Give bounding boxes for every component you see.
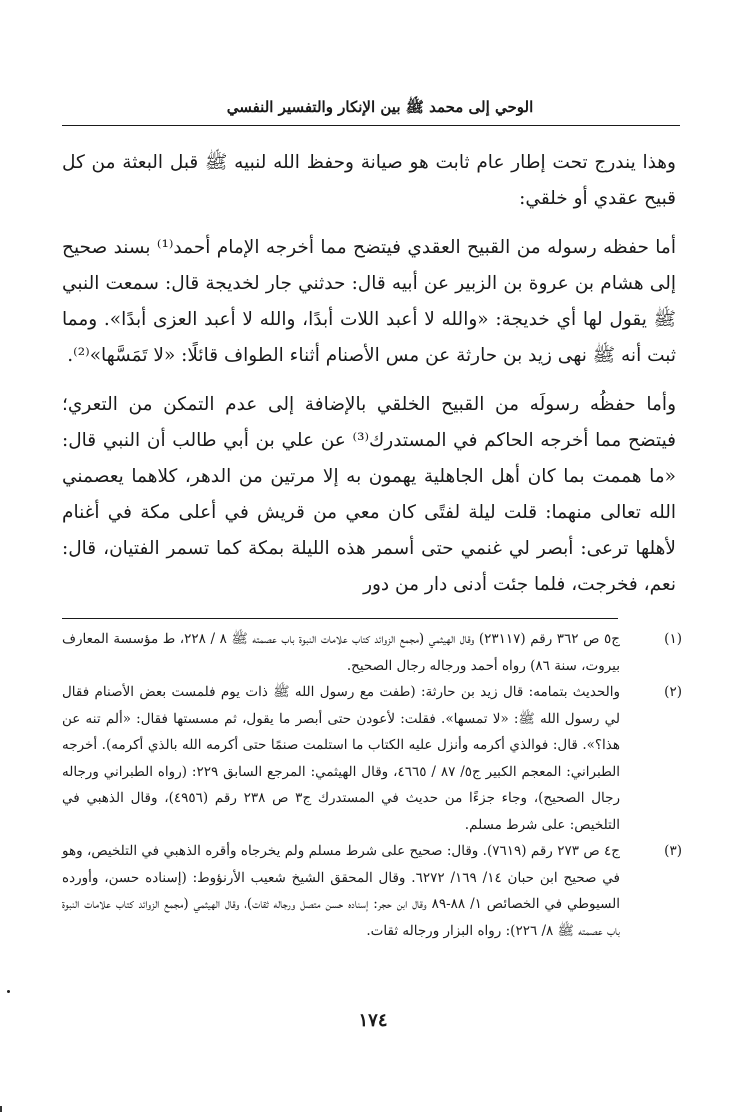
footnote-text: ج٥ ص ٣٦٢ رقم (٢٣١١٧) وقال الهيثمي (مجمع الزوائد كتاب علامات النبوة باب عصمته ﷺ ٨ / ٢٢٨، ط مؤسسة المعارف بيروت، سنة ٨٦) رواه أحمد ورجاله رجال الصحيح.: [62, 631, 621, 674]
running-header: الوحي إلى محمد ﷺ بين الإنكار والتفسير النفسي: [226, 98, 534, 116]
footnote: [62, 626, 682, 679]
footnote-divider: [62, 618, 618, 619]
main-text: [62, 145, 676, 616]
footnote-text: والحديث بتمامه: قال زيد بن حارثة: (طفت مع رسول الله ﷺ ذات يوم فلمست بعض الأصنام فقال لي رسول الله ﷺ: «لا تمسها». فقلت: لأعودن حتى أبصر ما يقول، ثم مسستها فقال: «ألم تنه عن هذا؟». قال: فوالذي أكرمه وأنزل عليه الكتاب ما استلمت صنمًا حتى أكرمه الله بالذي أكرمه). أخرجه الطبراني: المعجم الكبير ج٥/ ٨٧ / ٤٦٦٥، وقال الهيثمي: المرجع السابق ٢٢٩: (رواه الطبراني ورجاله رجال الصحيح)، وجاء جزءًا من حديث في المستدرك ج٣ ص ٢٣٨ رقم (٤٩٥٦)، وقال الذهبي في التلخيص: على شرط مسلم.: [62, 684, 621, 833]
scan-edge-mark: [0, 1106, 2, 1112]
footnote: [62, 838, 682, 944]
body-paragraph: أما حفظه رسوله من القبيح العقدي فيتضح مما أخرجه الإمام أحمد⁽¹⁾ بسند صحيح إلى هشام بن عروة بن الزبير عن أبيه قال: حدثني جار لخديجة قال: سمعت النبي ﷺ يقول لها أي خديجة: «والله لا أعبد اللات أبدًا، والله لا أعبد العزى أبدًا». ومما ثبت أنه ﷺ نهى زيد بن حارثة عن مس الأصنام أثناء الطواف قائلًا: «لا تَمَسَّها»⁽²⁾.: [62, 237, 676, 366]
scan-edge-mark: [7, 990, 10, 993]
page-number: ١٧٤: [358, 1010, 388, 1031]
footnotes: [62, 626, 682, 944]
header-divider: [62, 125, 680, 126]
body-paragraph: وأما حفظُه رسولَه من القبيح الخلقي بالإضافة إلى عدم التمكن من التعري؛ فيتضح مما أخرجه الحاكم في المستدرك⁽³⁾ عن علي بن أبي طالب أن النبي قال: «ما هممت بما كان أهل الجاهلية يهمون به إلا مرتين من الدهر، كلاهما يعصمني الله تعالى منهما: قلت ليلة لفتًى كان معي من قريش في أعلى مكة في أغنام لأهلها ترعى: أبصر لي غنمي حتى أسمر هذه الليلة بمكة كما تسمر الفتيان، قال: نعم، فخرجت، فلما جئت أدنى دار من دور: [62, 394, 677, 595]
footnote-text: ج٤ ص ٢٧٣ رقم (٧٦١٩). وقال: صحيح على شرط مسلم ولم يخرجاه وأقره الذهبي في التلخيص، وهو في صحيح ابن حبان ١٤/ ١٦٩/ ٦٢٧٢. وقال المحقق الشيخ شعيب الأرنؤوط: (إسناده حسن، وأورده السيوطي في الخصائص ١/ ٨٨-٨٩ وقال ابن حجر: إسناده حسن متصل ورجاله ثقات)، وقال الهيثمي (مجمع الزوائد كتاب علامات النبوة باب عصمته ﷺ ٨/ ٢٢٦): رواه البزار ورجاله ثقات.: [62, 843, 621, 939]
footnote-number: (١): [664, 631, 682, 647]
footnote-number: (٢): [664, 684, 682, 700]
body-paragraph: وهذا يندرج تحت إطار عام ثابت هو صيانة وحفظ الله لنبيه ﷺ قبل البعثة من كل قبيح عقدي أو خلقي:: [62, 152, 676, 209]
footnote: [62, 679, 682, 838]
footnote-number: (٣): [664, 843, 682, 859]
